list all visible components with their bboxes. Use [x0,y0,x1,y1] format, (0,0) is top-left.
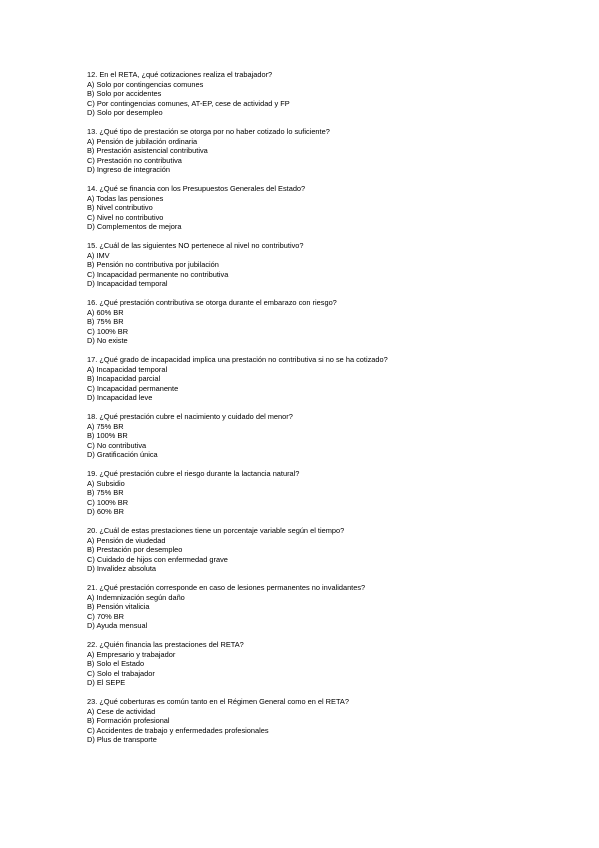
option-d: D) Plus de transporte [87,735,157,744]
option-c: C) No contributiva [87,440,147,450]
question-text: 12. En el RETA, ¿qué cotizaciones realiza el trabajador? [87,70,273,79]
question-14 [87,184,567,232]
question-17 [87,355,567,403]
option-a: A) 75% BR [87,421,124,431]
option-c: C) Nivel no contributivo [87,212,164,222]
question-20 [87,526,567,574]
option-b: B) 75% BR [87,488,124,497]
option-a: A) Incapacidad temporal [87,364,168,374]
question-15 [87,241,567,289]
option-d: D) El SEPE [87,678,126,687]
option-c: C) Accidentes de trabajo y enfermedades profesionales [87,725,269,735]
option-a: A) 60% BR [87,307,124,317]
question-text: 13. ¿Qué tipo de prestación se otorga por no haber cotizado lo suficiente? [87,127,330,136]
question-text: 17. ¿Qué grado de incapacidad implica una prestación no contributiva si no se ha cotizado? [87,355,388,364]
option-b: B) Nivel contributivo [87,203,153,212]
option-a: A) Empresario y trabajador [87,649,176,659]
option-a: A) IMV [87,250,110,260]
option-b: B) Prestación asistencial contributiva [87,146,208,155]
question-text: 14. ¿Qué se financia con los Presupuestos Generales del Estado? [87,184,306,193]
option-c: C) 100% BR [87,497,129,507]
option-b: B) Incapacidad parcial [87,374,161,383]
question-13 [87,127,567,175]
option-c: C) Por contingencias comunes, AT-EP, cese de actividad y FP [87,98,290,108]
option-d: D) Ingreso de integración [87,165,170,174]
option-b: B) Pensión no contributiva por jubilación [87,260,219,269]
option-b: B) 100% BR [87,431,128,440]
option-a: A) Pensión de jubilación ordinaria [87,136,198,146]
question-21 [87,583,567,631]
option-b: B) Prestación por desempleo [87,545,183,554]
option-a: A) Subsidio [87,478,125,488]
question-text: 15. ¿Cuál de las siguientes NO pertenece al nivel no contributivo? [87,241,304,250]
question-text: 21. ¿Qué prestación corresponde en caso de lesiones permanentes no invalidantes? [87,583,366,592]
option-a: A) Todas las pensiones [87,193,164,203]
question-text: 20. ¿Cuál de estas prestaciones tiene un porcentaje variable según el tiempo? [87,526,345,535]
option-d: D) Complementos de mejora [87,222,182,231]
option-d: D) Gratificación única [87,450,158,459]
question-22 [87,640,567,688]
option-d: D) Solo por desempleo [87,108,163,117]
question-list [87,70,567,754]
question-text: 19. ¿Qué prestación cubre el riesgo durante la lactancia natural? [87,469,300,478]
option-b: B) Solo el Estado [87,659,145,668]
option-a: A) Indemnización según daño [87,592,185,602]
option-b: B) 75% BR [87,317,124,326]
option-c: C) Incapacidad permanente no contributiva [87,269,229,279]
option-a: A) Pensión de viudedad [87,535,166,545]
question-18 [87,412,567,460]
option-c: C) Cuidado de hijos con enfermedad grave [87,554,228,564]
option-d: D) Incapacidad temporal [87,279,168,288]
question-text: 16. ¿Qué prestación contributiva se otorga durante el embarazo con riesgo? [87,298,337,307]
question-23 [87,697,567,745]
option-a: A) Cese de actividad [87,706,156,716]
option-c: C) 100% BR [87,326,129,336]
option-d: D) No existe [87,336,128,345]
question-19 [87,469,567,517]
option-b: B) Pensión vitalicia [87,602,150,611]
question-16 [87,298,567,346]
option-c: C) Solo el trabajador [87,668,155,678]
option-c: C) Incapacidad permanente [87,383,179,393]
option-d: D) Ayuda mensual [87,621,148,630]
option-b: B) Formación profesional [87,716,170,725]
question-text: 18. ¿Qué prestación cubre el nacimiento y cuidado del menor? [87,412,293,421]
question-text: 22. ¿Quién financia las prestaciones del RETA? [87,640,244,649]
question-text: 23. ¿Qué coberturas es común tanto en el Régimen General como en el RETA? [87,697,349,706]
option-c: C) Prestación no contributiva [87,155,182,165]
option-b: B) Solo por accidentes [87,89,162,98]
option-d: D) Invalidez absoluta [87,564,157,573]
option-a: A) Solo por contingencias comunes [87,79,204,89]
option-d: D) 60% BR [87,507,124,516]
option-d: D) Incapacidad leve [87,393,153,402]
question-12 [87,70,567,118]
option-c: C) 70% BR [87,611,124,621]
